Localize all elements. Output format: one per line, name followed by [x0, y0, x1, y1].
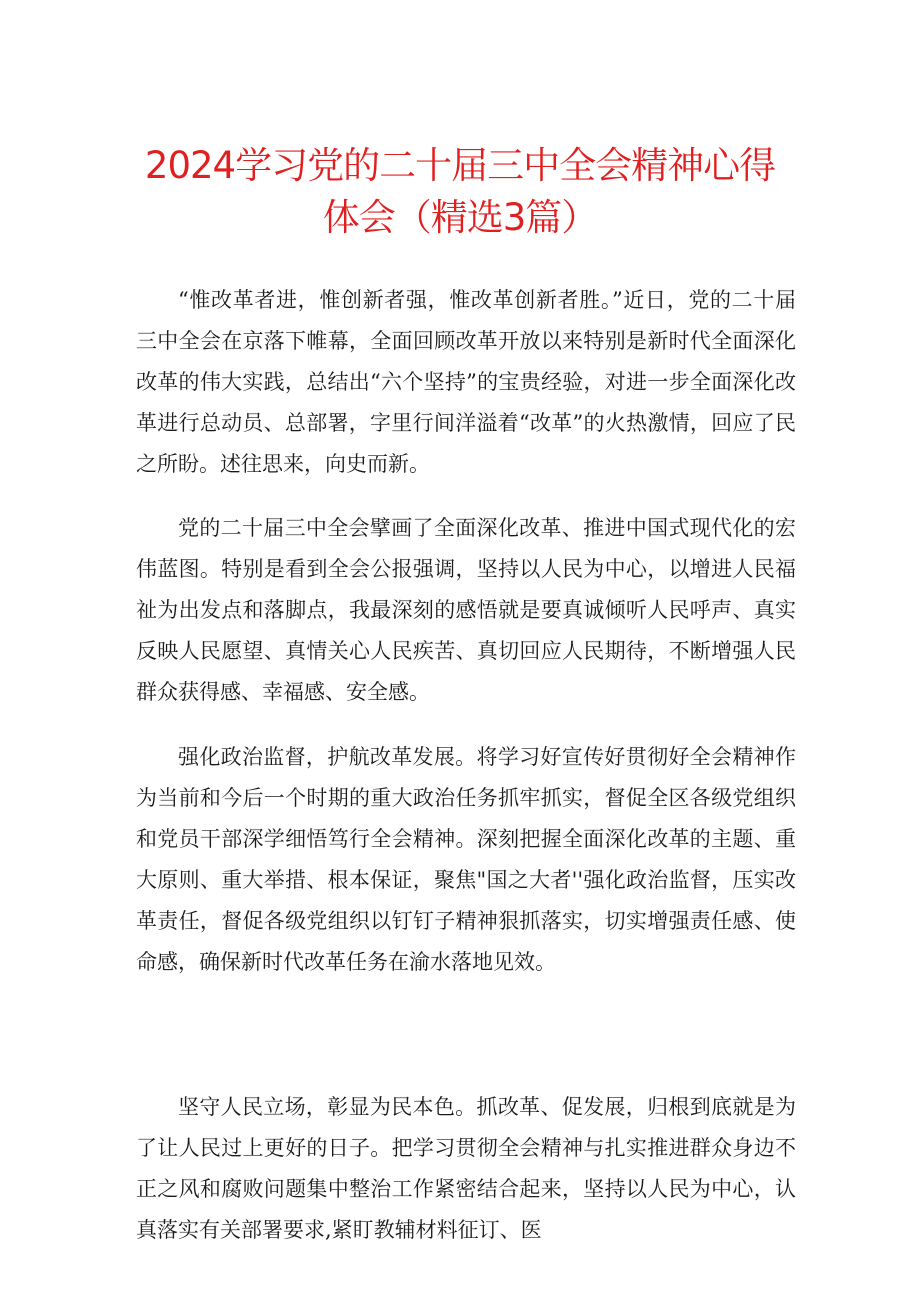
paragraph-2: 党的二十届三中全会擘画了全面深化改革、推进中国式现代化的宏伟蓝图。特别是看到全会公报强调，坚持以人民为中心，以增进人民福祉为出发点和落脚点，我最深刻的感悟就是要真诚倾听人民呼声、真实反映人民愿望、真情关心人民疾苦、真切回应人民期待，不断增强人民群众获得感、幸福感、安全感。	[136, 516, 796, 704]
title-line-2: 体会（精选3篇）	[322, 196, 598, 239]
paragraph-4: 坚守人民立场，彰显为民本色。抓改革、促发展，归根到底就是为了让人民过上更好的日子。把学习贯彻全会精神与扎实推进群众身边不正之风和腐败问题集中整治工作紧密结合起来，坚持以人民为中心，认真落实有关部署要求,紧盯教辅材料征订、医	[136, 1095, 796, 1242]
title-line-1: 2024学习党的二十届三中全会精神心得	[144, 144, 776, 187]
paragraph-3: 强化政治监督，护航改革发展。将学习好宣传好贯彻好全会精神作为当前和今后一个时期的重大政治任务抓牢抓实，督促全区各级党组织和党员干部深学细悟笃行全会精神。深刻把握全面深化改革的主题、重大原则、重大举措、根本保证，聚焦"国之大者''强化政治监督，压实改革责任，督促各级党组织以钉钉子精神狠抓落实，切实增强责任感、使命感，确保新时代改革任务在渝水落地见效。	[136, 745, 796, 974]
paragraph-1: “惟改革者进，惟创新者强，惟改革创新者胜。”近日，党的二十届三中全会在京落下帷幕，全面回顾改革开放以来特别是新时代全面深化改革的伟大实践，总结出“六个坚持”的宝贵经验，对进一步全面深化改革进行总动员、总部署，字里行间洋溢着“改革”的火热激情，回应了民之所盼。述往思来，向史而新。	[136, 288, 796, 476]
document-title	[120, 140, 800, 244]
